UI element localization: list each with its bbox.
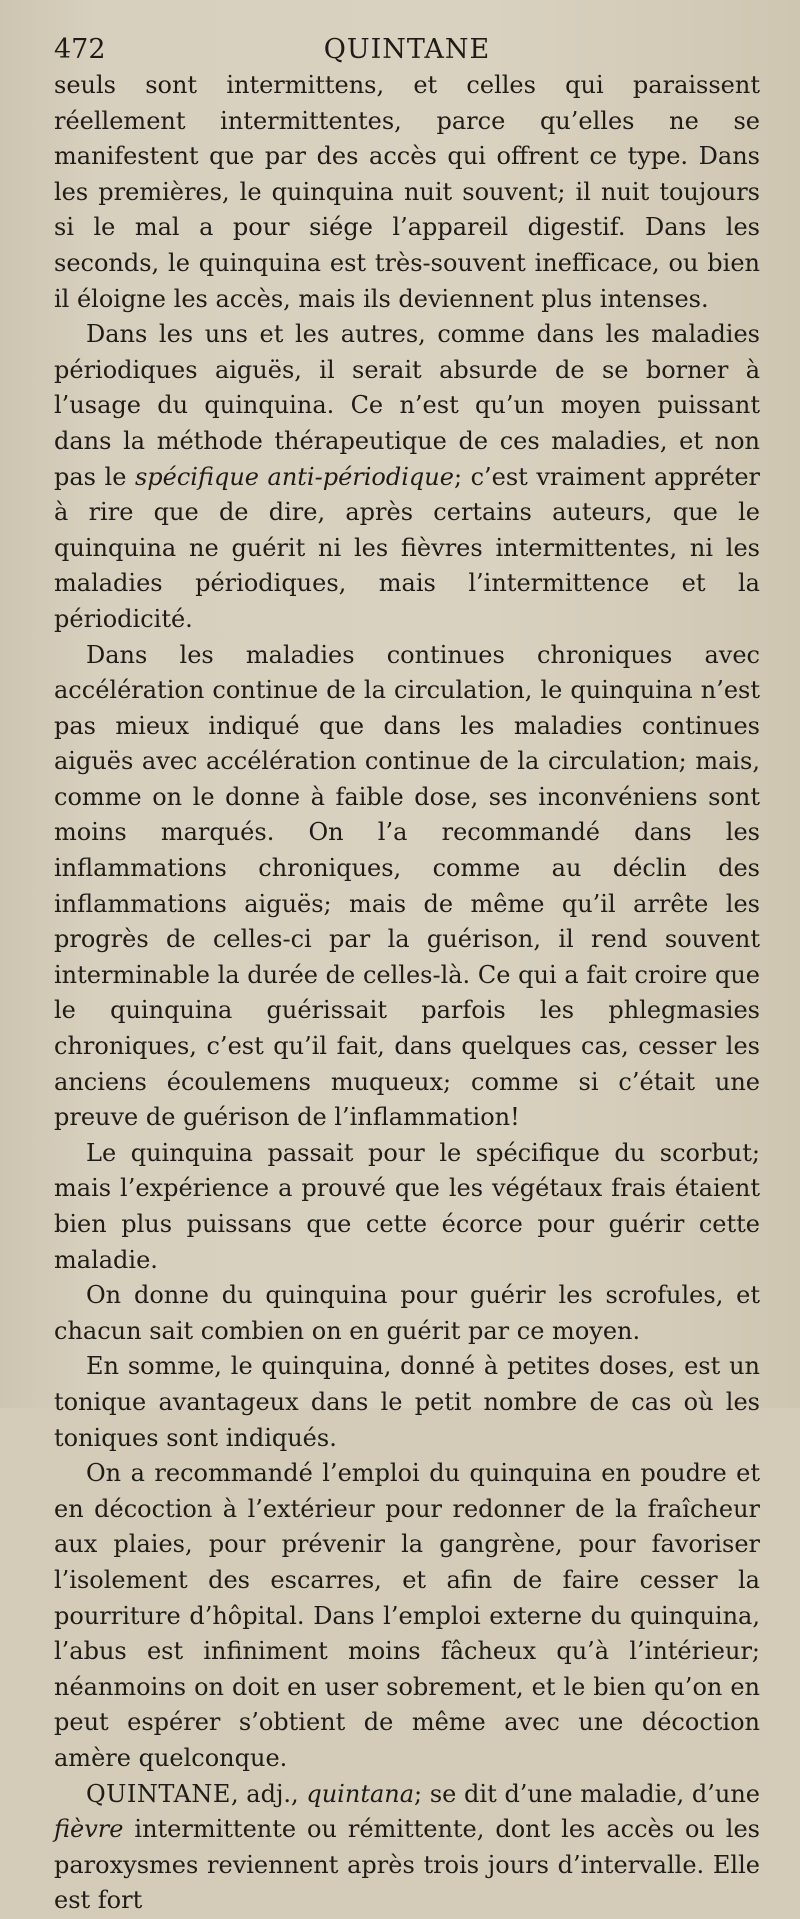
- paragraph-p7: [54, 1456, 760, 1776]
- paragraph-text: ; se dit d’une maladie, d’une: [414, 1779, 760, 1808]
- paragraph-text: On donne du quinquina pour guérir les scrofules, et chacun sait combien on en guérit par ce moyen.: [54, 1281, 760, 1345]
- body-text: [54, 68, 760, 1919]
- running-title: QUINTANE: [323, 34, 491, 65]
- paragraph-text: En somme, le quinquina, donné à petites doses, est un tonique avantageux dans le petit nombre de cas où les toniques sont indiqués.: [54, 1352, 760, 1452]
- italic-text: spécifique anti-périodique: [134, 462, 454, 491]
- paragraph-text: seuls sont intermittens, et celles qui paraissent réellement intermittentes, parce qu’elles ne se manifestent que par des accès qui offrent ce type. Dans les premières, le quinquina nuit souvent; il nuit toujours si le mal a pour siége l’appareil digestif. Dans les seconds, le quinquina est très-souvent inefficace, ou bien il éloigne les accès, mais ils deviennent plus intenses.: [54, 71, 760, 313]
- paragraph-text: ; c’est vraiment appréter à rire que de dire, après certains auteurs, que le quinquina ne guérit ni les fièvres intermittentes, ni les maladies périodiques, mais l’intermittence et la périodicité.: [54, 462, 760, 633]
- entry-headword: QUINTANE: [86, 1779, 231, 1808]
- paragraph-p4: [54, 1136, 760, 1278]
- paragraph-text: Dans les uns et les autres, comme dans les maladies périodiques aiguës, il serait absurde de se borner à l’usage du quinquina. Ce n’est qu’un moyen puissant dans la méthode thérapeutique de ces maladies, et non pas le: [54, 320, 760, 491]
- paragraph-text: On a recommandé l’emploi du quinquina en poudre et en décoction à l’extérieur pour redonner de la fraîcheur aux plaies, pour prévenir la gangrène, pour favoriser l’isolement des escarres, et afin de faire cesser la pourriture d’hôpital. Dans l’emploi externe du quinquina, l’abus est infiniment moins fâcheux qu’à l’intérieur; néanmoins on doit en user sobrement, et le bien qu’on en peut espérer s’obtient de même avec une décoction amère quelconque.: [54, 1459, 760, 1772]
- page-number: 472: [54, 34, 106, 65]
- paragraph-p1: [54, 68, 760, 317]
- paragraph-text: intermittente ou rémittente, dont les accès ou les paroxysmes reviennent après trois jours d’intervalle. Elle est fort: [54, 1815, 760, 1915]
- paragraph-text: Le quinquina passait pour le spécifique du scorbut; mais l’expérience a prouvé que les végétaux frais étaient bien plus puissans que cette écorce pour guérir cette maladie.: [54, 1138, 760, 1274]
- paragraph-text: , adj.,: [230, 1779, 307, 1808]
- italic-text: fièvre: [54, 1815, 124, 1844]
- paragraph-p2: [54, 317, 760, 637]
- italic-text: quintana: [306, 1779, 415, 1808]
- paragraph-p8: [54, 1777, 760, 1919]
- paragraph-p6: [54, 1349, 760, 1456]
- paragraph-p5: [54, 1278, 760, 1349]
- running-head: [54, 28, 760, 64]
- paragraph-p3: [54, 638, 760, 1136]
- paragraph-text: Dans les maladies continues chroniques avec accélération continue de la circulation, le quinquina n’est pas mieux indiqué que dans les maladies continues aiguës avec accélération continue de la circulation; mais, comme on le donne à faible dose, ses inconvéniens sont moins marqués. On l’a recommandé dans les inflammations chroniques, comme au déclin des inflammations aiguës; mais de même qu’il arrête les progrès de celles-ci par la guérison, il rend souvent interminable la durée de celles-là. Ce qui a fait croire que le quinquina guérissait parfois les phlegmasies chroniques, c’est qu’il fait, dans quelques cas, cesser les anciens écoulemens muqueux; comme si c’était une preuve de guérison de l’inflammation!: [54, 640, 760, 1132]
